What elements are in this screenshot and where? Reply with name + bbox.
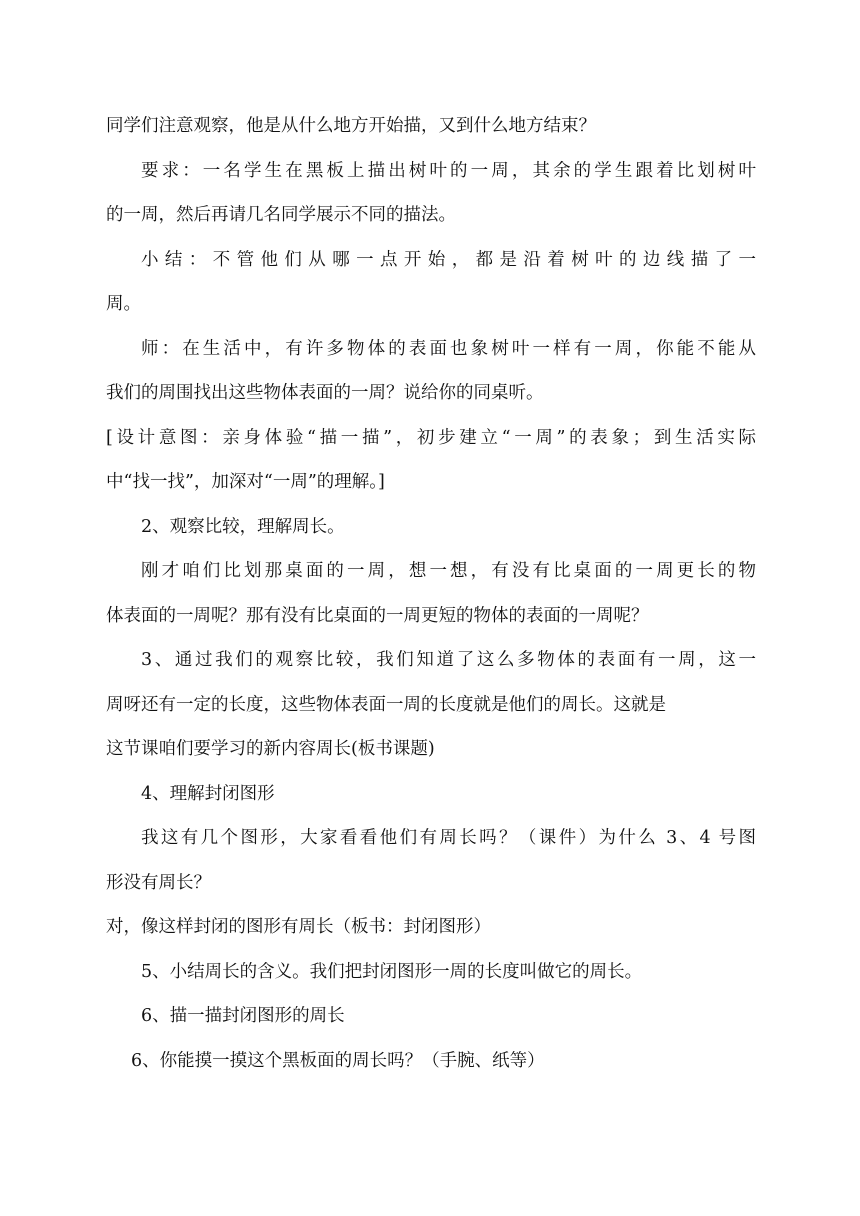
section-heading: 5、小结周长的含义。我们把封闭图形一周的长度叫做它的周长。 <box>141 962 643 982</box>
text-line: 刚才咱们比划那桌面的一周，想一想，有没有比桌面的一周更长的物 <box>141 561 756 581</box>
text-line: 要求：一名学生在黑板上描出树叶的一周，其余的学生跟着比划树叶 <box>141 161 756 181</box>
text-line: 周呀还有一定的长度，这些物体表面一周的长度就是他们的周长。这就是 <box>106 695 666 715</box>
text-line: 同学们注意观察，他是从什么地方开始描，又到什么地方结束？ <box>106 116 596 136</box>
text-line: 我这有几个图形，大家看看他们有周长吗？（课件）为什么 3、4 号图 <box>141 828 756 848</box>
text-line: 体表面的一周呢？那有没有比桌面的一周更短的物体的表面的一周呢？ <box>106 606 649 626</box>
text-line: 形没有周长？ <box>106 873 211 893</box>
text-line: [设计意图：亲身体验“描一描”，初步建立“一周”的表象；到生活实际 <box>106 428 756 448</box>
section-heading: 4、理解封闭图形 <box>141 784 275 804</box>
section-heading: 6、你能摸一摸这个黑板面的周长吗？（手腕、纸等） <box>131 1051 545 1071</box>
text-line: 周。 <box>106 294 141 314</box>
text-line: 师：在生活中，有许多物体的表面也象树叶一样有一周，你能不能从 <box>141 339 756 359</box>
text-line: 3、通过我们的观察比较，我们知道了这么多物体的表面有一周，这一 <box>141 650 756 670</box>
section-heading: 2、观察比较，理解周长。 <box>141 517 345 537</box>
text-line: 小结：不管他们从哪一点开始，都是沿着树叶的边线描了一 <box>141 250 756 270</box>
text-line: 的一周，然后再请几名同学展示不同的描法。 <box>106 205 456 225</box>
text-line: 中“找一找”，加深对“一周”的理解。] <box>106 472 385 492</box>
text-line: 对，像这样封闭的图形有周长（板书：封闭图形） <box>106 917 491 937</box>
text-line: 这节课咱们要学习的新内容周长(板书课题) <box>106 739 435 759</box>
text-line: 我们的周围找出这些物体表面的一周？说给你的同桌听。 <box>106 383 544 403</box>
section-heading: 6、描一描封闭图形的周长 <box>141 1006 345 1026</box>
